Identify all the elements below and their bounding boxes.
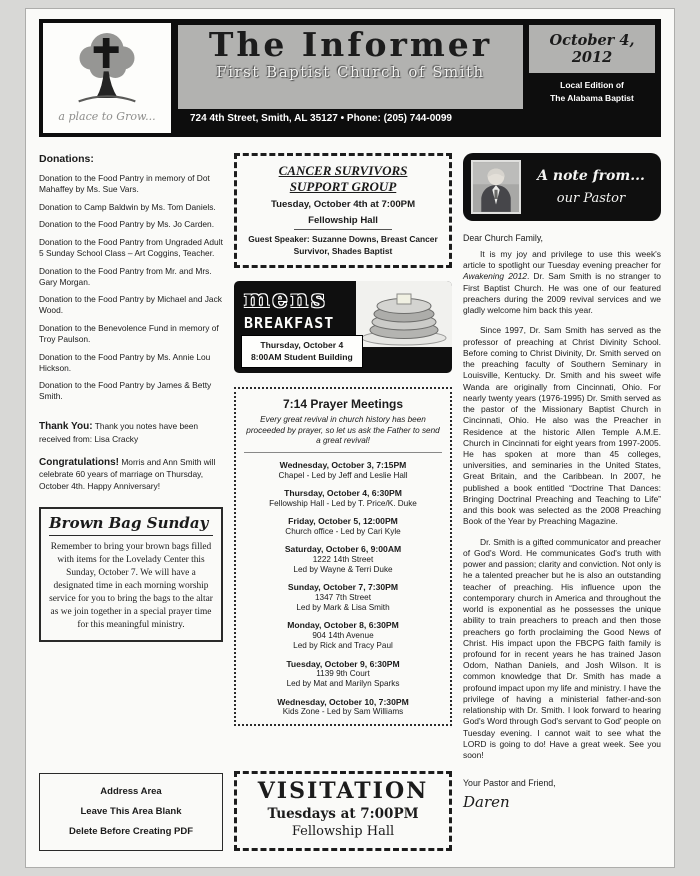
prayer-meeting-item: [244, 544, 442, 575]
breakfast-title-breakfast: BREAKFAST: [244, 313, 335, 332]
donation-item: Donation to the Food Pantry in memory of Dot Mahaffey by Ms. Sue Vars.: [39, 173, 210, 195]
logo-caption: a place to Grow...: [58, 110, 156, 123]
donation-item: Donation to Camp Baldwin by Ms. Tom Daniels.: [39, 201, 216, 212]
congratulations-text: Morris and Ann Smith will celebrate 60 years of marriage on Thursday, October 4th. Happy Anniversary!: [39, 456, 216, 491]
newsletter-page: [25, 8, 675, 868]
prayer-meetings-title: 7:14 Prayer Meetings: [282, 396, 404, 411]
prayer-meeting-item: [244, 620, 442, 651]
donation-item: Donation to the Food Pantry from Ungraded Adult 5 Sunday School Class – Art Coggins, Teacher.: [39, 236, 223, 258]
pastor-note-script: [529, 168, 653, 206]
pancakes-icon: [356, 281, 452, 347]
cancer-survivors-box: [234, 153, 452, 268]
cancer-title-line1: CANCER SURVIVORS: [278, 163, 408, 178]
breakfast-title-mens: mens: [244, 283, 328, 313]
meeting-when: Sunday, October 7, 7:30PM: [287, 582, 399, 593]
prayer-meetings-intro: Every great revival in church history has been proceeded by prayer, so let us ask the Father to send a great revival!: [244, 415, 442, 453]
issue-date: October 4, 2012: [529, 25, 655, 73]
meeting-when: Thursday, October 4, 6:30PM: [284, 487, 402, 498]
thank-you-note: [39, 420, 223, 445]
meeting-location: 1222 14th Street: [312, 554, 374, 564]
meeting-location: Church office - Led by Cari Kyle: [285, 526, 401, 536]
note-from-line2: our Pastor: [556, 191, 626, 206]
thank-you-heading: Thank You:: [39, 421, 93, 432]
pastor-portrait: [471, 160, 521, 214]
date-column: [529, 23, 657, 113]
donation-item: Donation to the Food Pantry by Ms. Annie Lou Hickson.: [39, 351, 211, 373]
meeting-when: Tuesday, October 9, 6:30PM: [286, 658, 400, 669]
donation-item: Donation to the Food Pantry by James & Betty Smith.: [39, 380, 212, 402]
prayer-meeting-item: [244, 488, 442, 509]
letter-paragraph: Dr. Smith is a gifted communicator and preacher of God's Word. He communicates God's truth with power and passion; clarity and conviction. Not only is he a talented preacher but he is also an outstanding teacher of preaching. His influence upon the contemporary church in America and throughout the world is exponential as he possesses the unique ability to train preachers to preach and then those preachers go forth proclaiming the Good News of Christ. His impact upon the FBCPG faith family is profound for in recent years he has trained Jason Odom, Nathan Daniels, and Josh Wilson. It is common knowledge that Dr. Smith has made a profound impact upon my life and ministry. I have the privilege of having a ministerial father-and-son relationship with Dr. Smith. I look forward to hearing God's Word through God's servant to God' people on Tuesday evening. I cannot wait to see what the LORD is going to do! Have a great week. See you soon!: [463, 536, 661, 761]
donation-item: Donation to the Benevolence Fund in memory of Troy Paulson.: [39, 322, 219, 345]
church-logo: [43, 23, 171, 133]
edition-line1: Local Edition of: [560, 80, 624, 90]
title-panel: [178, 25, 523, 109]
prayer-meeting-item: [244, 516, 442, 537]
meeting-location: Fellowship Hall - Led by T. Price/K. Duke: [269, 498, 417, 508]
prayer-meeting-item: [244, 659, 442, 690]
donation-item: Donation to the Food Pantry from Mr. and Mrs. Gary Morgan.: [39, 265, 212, 287]
meeting-leader: Led by Mark & Lisa Smith: [296, 603, 390, 613]
donations-heading: Donations:: [39, 153, 94, 165]
content-columns: [39, 153, 661, 851]
meeting-location: 1139 9th Court: [316, 669, 370, 679]
prayer-meeting-item: [244, 460, 442, 481]
newsletter-title: The Informer: [208, 25, 493, 64]
cancer-speaker: Guest Speaker: Suzanne Downs, Breast Cancer Survivor, Shades Baptist: [248, 234, 438, 256]
masthead-right: [176, 23, 657, 133]
note-from-line1: A note from...: [537, 168, 645, 184]
cancer-title-line2: SUPPORT GROUP: [289, 178, 397, 194]
meeting-when: Friday, October 5, 12:00PM: [288, 515, 398, 526]
pastor-letter: [463, 249, 661, 770]
edition-line2: The Alabama Baptist: [550, 92, 634, 103]
letter-p1-text: It is my joy and privilege to use this week's article to spotlight our Tuesday evening preacher for: [463, 249, 661, 271]
letter-p1-emphasis: Awakening 2012: [463, 271, 527, 282]
meeting-leader: Led by Rick and Tracy Paul: [293, 641, 393, 651]
breakfast-when: Thursday, October 4: [260, 339, 344, 350]
edition-label: [529, 79, 655, 105]
meeting-when: Saturday, October 6, 9:00AM: [284, 543, 402, 554]
prayer-meeting-item: [244, 697, 442, 718]
pastor-note-header: [463, 153, 661, 221]
cancer-when: Tuesday, October 4th at 7:00PM: [270, 199, 416, 211]
visitation-title: VISITATION: [257, 777, 429, 804]
pastor-portrait-icon: [473, 162, 519, 212]
brown-bag-title: Brown Bag Sunday: [49, 514, 213, 536]
address-area-line: Address Area: [100, 786, 162, 798]
meeting-location: 1347 7th Street: [315, 592, 371, 602]
address-area-line: Leave This Area Blank: [80, 806, 182, 818]
letter-paragraph: [463, 249, 661, 316]
brown-bag-text: Remember to bring your brown bags filled with items for the Lovelady Center this Sunday, October 7. We will have a designated time in each morning worship service for you to bring the bags to the altar as we join together in a special prayer time for this meaningful ministry.: [49, 542, 213, 630]
breakfast-schedule: [241, 335, 363, 368]
visitation-where: Fellowship Hall: [291, 824, 395, 839]
prayer-meeting-item: [244, 582, 442, 613]
thank-you-text: Thank you notes have been received from: Lisa Cracky: [39, 421, 199, 444]
pastor-signature: Daren: [463, 793, 510, 812]
letter-salutation: Dear Church Family,: [463, 233, 544, 243]
right-column: [463, 153, 661, 851]
donation-item: Donation to the Food Pantry by Ms. Jo Carden.: [39, 219, 215, 230]
left-column: [39, 153, 223, 851]
visitation-box: [234, 771, 452, 851]
middle-column: [234, 153, 452, 851]
meeting-leader: Led by Mat and Marilyn Sparks: [286, 679, 400, 689]
meeting-when: Wednesday, October 3, 7:15PM: [279, 459, 407, 470]
congratulations-note: [39, 456, 223, 492]
donation-item: Donation to the Food Pantry by Michael and Jack Wood.: [39, 294, 222, 316]
prayer-meetings-box: [234, 387, 452, 726]
meeting-location: Chapel - Led by Jeff and Leslie Hall: [278, 470, 408, 480]
church-address: 724 4th Street, Smith, AL 35127 • Phone: (205) 744-0099: [190, 113, 452, 124]
newsletter-subtitle: First Baptist Church of Smith: [216, 62, 485, 81]
meeting-location: Kids Zone - Led by Sam Williams: [282, 707, 404, 717]
visitation-when: Tuesdays at 7:00PM: [267, 806, 419, 822]
letter-p1-text: . Dr. Sam Smith is no stranger to First Baptist Church. He was one of our featured preachers during the 2009 revival services and we gladly welcome him back this year.: [463, 271, 661, 316]
breakfast-where: 8:00AM Student Building: [251, 352, 353, 363]
cancer-where: Fellowship Hall: [294, 215, 392, 230]
letter-closing: Your Pastor and Friend,: [463, 778, 556, 789]
meeting-location: 904 14th Avenue: [312, 631, 374, 640]
masthead: [39, 19, 661, 137]
brown-bag-sunday-box: [39, 507, 223, 642]
meeting-when: Wednesday, October 10, 7:30PM: [277, 696, 409, 707]
mens-breakfast-banner: [234, 281, 452, 373]
address-area-line: Delete Before Creating PDF: [68, 826, 194, 838]
address-area-box: [39, 773, 223, 851]
pancakes-image: [356, 281, 452, 347]
congratulations-heading: Congratulations!: [39, 456, 119, 468]
meeting-leader: Led by Wayne & Terri Duke: [293, 564, 393, 574]
meeting-when: Monday, October 8, 6:30PM: [287, 620, 399, 631]
tree-cross-logo-icon: [65, 28, 149, 108]
letter-paragraph: Since 1997, Dr. Sam Smith has served as the professor of preaching at Christ Divinity School. Before coming to Christ Divinity, Dr. Smith served on the preaching faculty of Southern Seminary in Louisville, Kentucky. Dr. Smith and his sweet wife Wanda are originally from Cincinnati, Ohio. For nearly twenty years (1976-1995) Dr. Smith served as the pastor of the Missionary Baptist Church in Cincinnati, Ohio. He also was the Preacher in Residence at the historic Allen Temple A.M.E. Church in Cincinnati for eight years from 1997-2005. He has spoken at more than 45 colleges, universities, and seminaries in the United States, Great Britain, and the Caribbean. In 2007, he published a book entitled “Doctrine That Dances: Bringing Doctrinal Preaching and Teaching to Life” and this book was selected as the 2008 Preaching Book of the Year by Preaching Magazine.: [463, 325, 661, 527]
